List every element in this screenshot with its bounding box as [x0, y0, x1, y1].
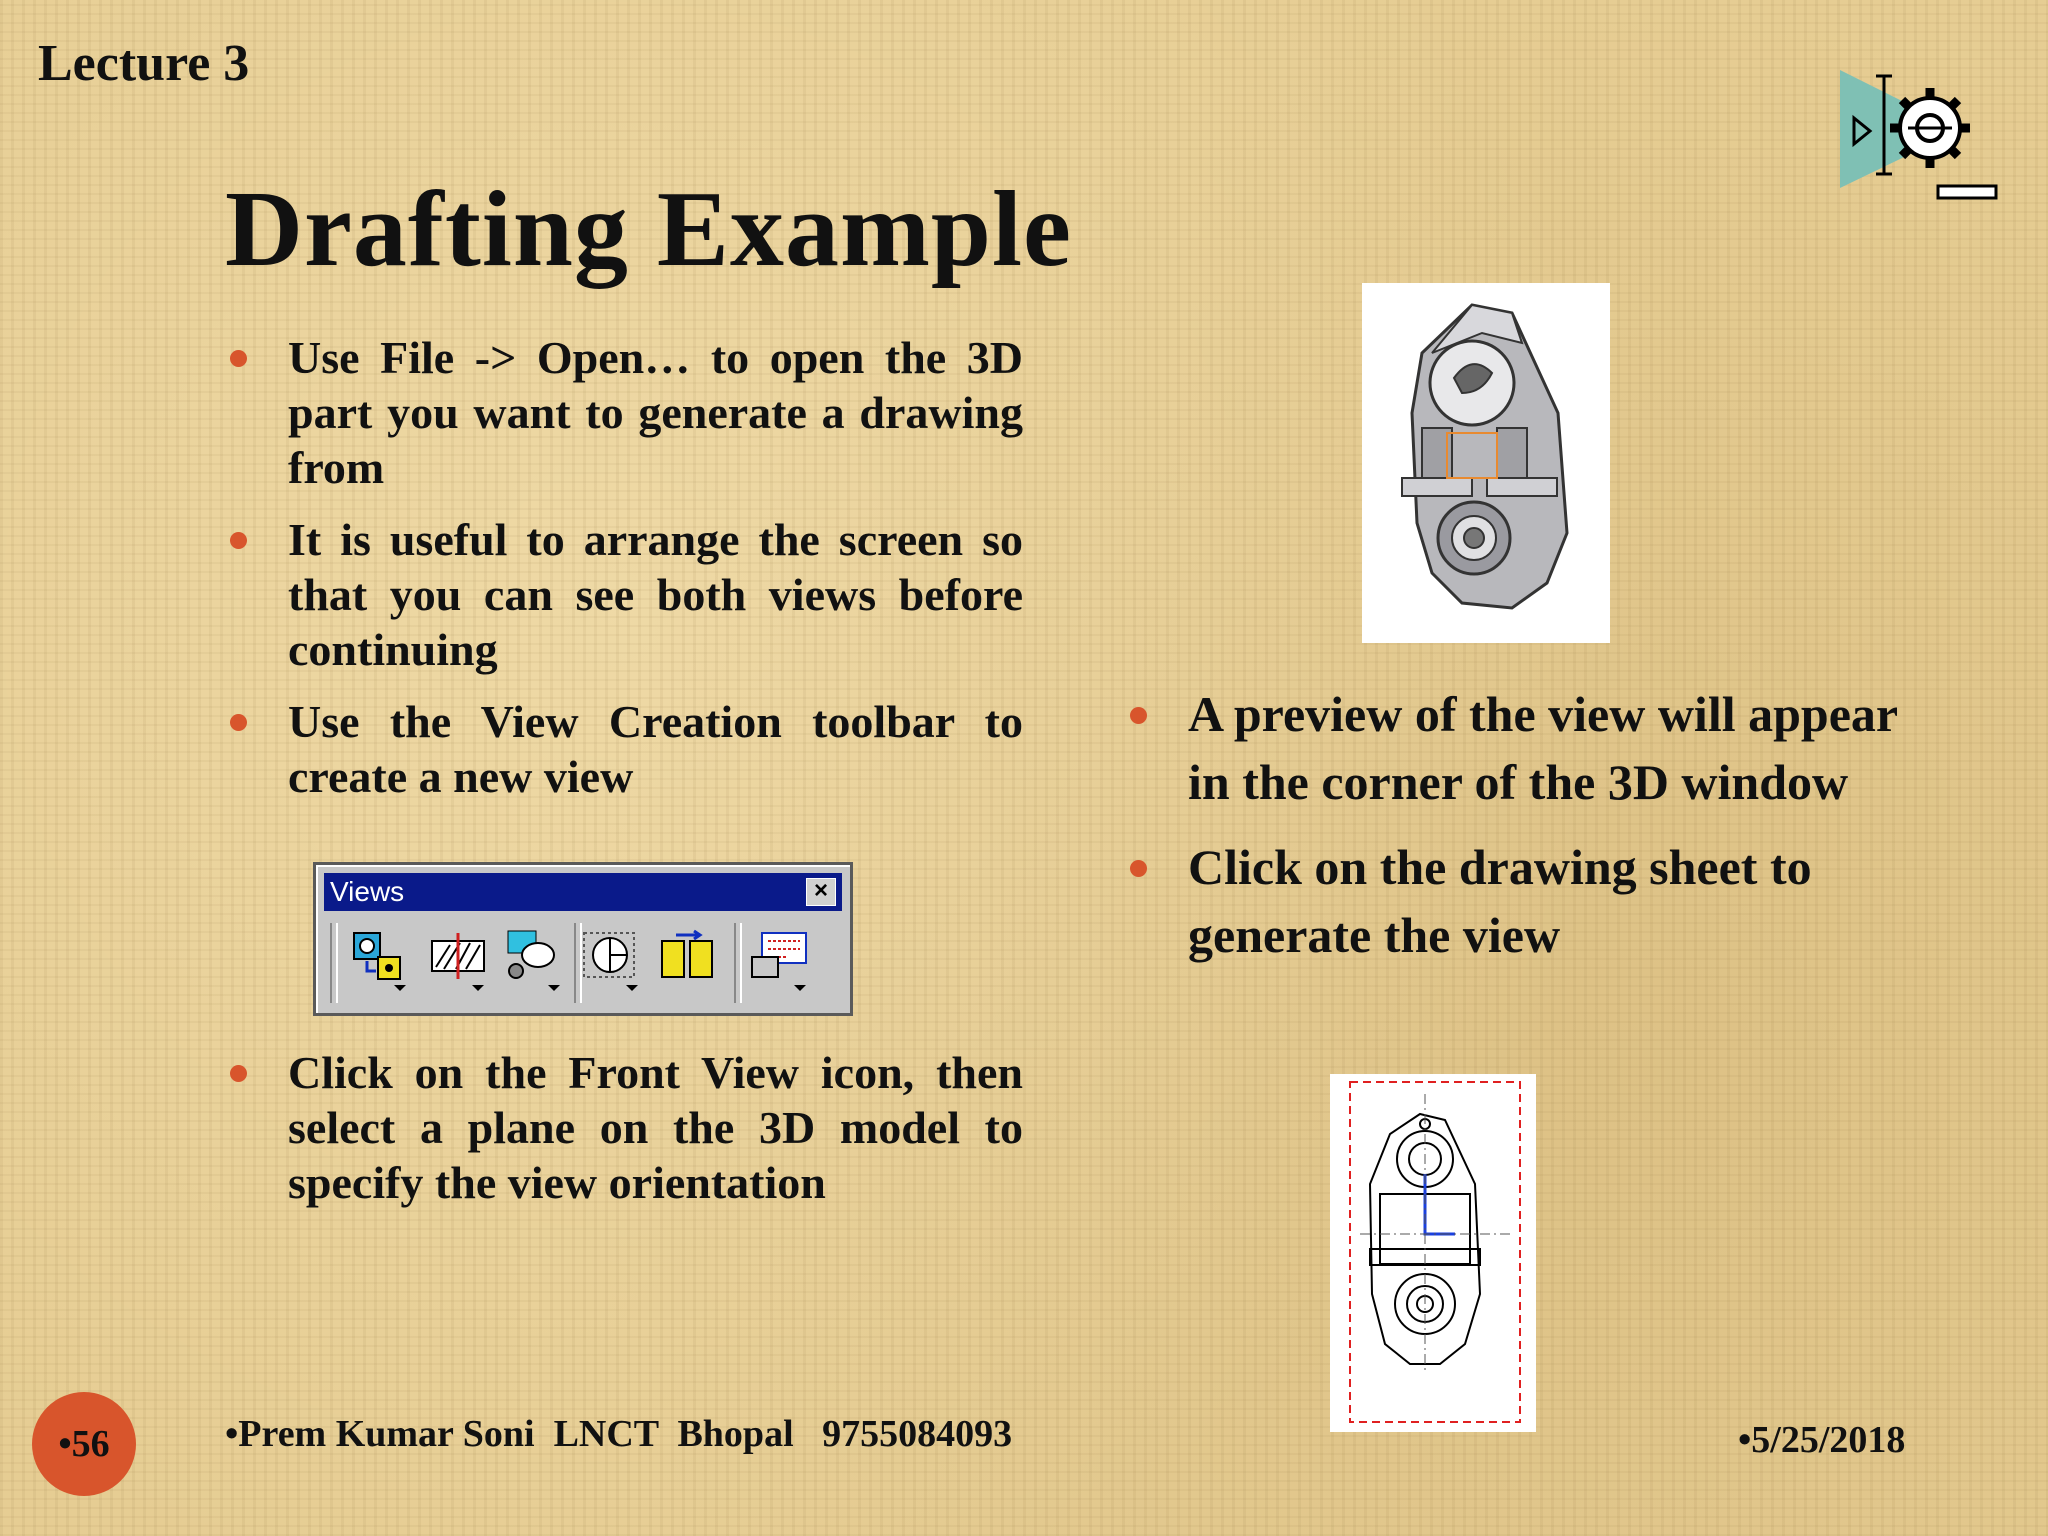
bullet-text: Click on the Front View icon, then select a plane on the 3D model to specify the view orientation [288, 1047, 1023, 1208]
front-view-icon[interactable] [348, 927, 412, 997]
bullet-dot [230, 714, 247, 731]
page-number-badge [32, 1392, 136, 1496]
close-icon[interactable]: × [806, 878, 836, 906]
right-bullet-list [1128, 680, 1928, 986]
lecture-label: Lecture 3 [38, 35, 250, 92]
bullet-text: It is useful to arrange the screen so that you can see both views before continuing [288, 514, 1023, 675]
clipping-view-icon[interactable] [580, 927, 644, 997]
bullet-item [228, 1045, 1023, 1210]
toolbar-title: Views [330, 876, 405, 907]
3d-part-image [1362, 283, 1610, 643]
page-number: •56 [58, 1423, 110, 1465]
detail-view-icon[interactable] [502, 927, 566, 997]
toolbar-separator [734, 923, 742, 1003]
drafting-workbench-logo [1840, 68, 2000, 208]
section-view-icon[interactable] [426, 927, 490, 997]
toolbar-titlebar [324, 873, 842, 911]
bullet-item [228, 694, 1023, 804]
bullet-item [1128, 680, 1928, 816]
toolbar-grip [330, 923, 338, 1003]
bullet-dot [1130, 860, 1147, 877]
footer-date: •5/25/2018 [1738, 1419, 1906, 1461]
bullet-item [1128, 833, 1928, 969]
wizard-icon[interactable] [748, 927, 812, 997]
broken-view-icon[interactable] [656, 927, 720, 997]
bullet-dot [1130, 707, 1147, 724]
footer-author: •Prem Kumar Soni LNCT Bhopal 9755084093 [225, 1413, 1013, 1455]
left-bullet-list-2 [228, 1045, 1023, 1210]
toolbar-body [324, 919, 842, 1005]
bullet-item [228, 330, 1023, 495]
bullet-text: Use File -> Open… to open the 3D part you want to generate a drawing from [288, 332, 1023, 493]
left-bullet-list [228, 330, 1023, 821]
bullet-dot [230, 1065, 247, 1082]
views-toolbar [313, 862, 853, 1016]
slide-title: Drafting Example [225, 170, 1072, 289]
bullet-item [228, 512, 1023, 677]
bullet-text: A preview of the view will appear in the corner of the 3D window [1188, 686, 1898, 810]
bullet-dot [230, 350, 247, 367]
bullet-text: Click on the drawing sheet to generate the view [1188, 839, 1812, 963]
bullet-dot [230, 532, 247, 549]
bullet-text: Use the View Creation toolbar to create a new view [288, 696, 1023, 802]
drawing-sheet-image [1330, 1074, 1536, 1432]
